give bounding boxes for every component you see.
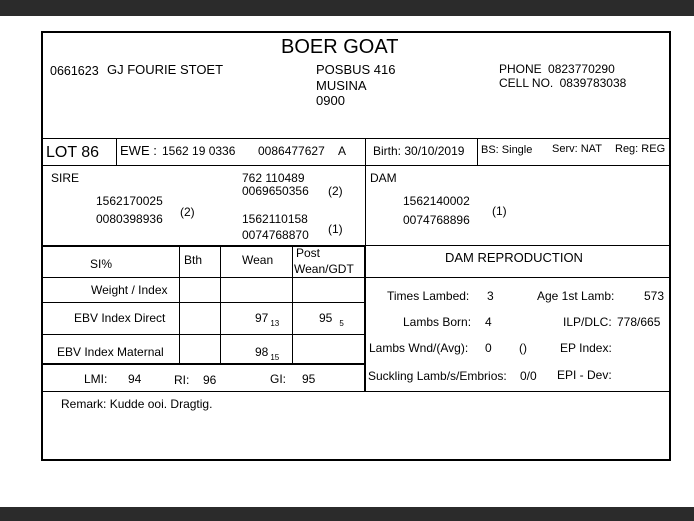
suckling-value: 0/0 [520, 369, 537, 383]
grandsire-reg: 0069650356 [242, 184, 309, 198]
lmi-value: 94 [128, 372, 142, 386]
vrule-bth-left [179, 245, 180, 364]
granddam-grade: (1) [328, 222, 343, 236]
ebv-direct-post [319, 311, 344, 328]
address-line2: MUSINA [316, 78, 367, 93]
birth-row [373, 145, 464, 157]
rule-remarks [41, 391, 671, 392]
ewe-reg: 0086477627 [258, 144, 325, 158]
granddam-id: 1562110158 [242, 212, 308, 226]
lambs-weaned-value: 0 [485, 341, 492, 355]
phone-number: 0823770290 [548, 62, 615, 76]
registration: Reg: REG [615, 143, 666, 155]
remark-label: Remark: [61, 397, 107, 411]
suckling-label: Suckling Lamb/s/Embrios: [368, 369, 507, 383]
sire-grade: (2) [180, 205, 195, 219]
post-header: Post [296, 246, 321, 260]
lot-number: LOT 86 [46, 144, 100, 161]
times-lambed-value: 3 [487, 289, 494, 303]
age-first-lamb-label: Age 1st Lamb: [537, 289, 615, 303]
sire-label: SIRE [51, 171, 80, 185]
birth-date: 30/10/2019 [404, 144, 465, 158]
vrule-si-center [364, 245, 366, 392]
remark-row [61, 398, 212, 410]
vrule-pedigree [365, 165, 366, 246]
ilp-dlc-value: 778/665 [617, 315, 661, 329]
rule-pedigree-right [365, 245, 671, 246]
card-title: BOER GOAT [281, 36, 399, 58]
si-header: SI% [90, 257, 113, 271]
address-line1: POSBUS 416 [316, 62, 396, 77]
dam-id: 1562140002 [403, 194, 470, 208]
dam-grade: (1) [492, 204, 507, 218]
ep-index-label: EP Index: [560, 341, 612, 355]
ri-value: 96 [203, 373, 217, 387]
times-lambed-label: Times Lambed: [387, 289, 470, 303]
grandsire-grade: (2) [328, 184, 343, 198]
sire-reg: 0080398936 [96, 212, 163, 226]
rule-dam-head [365, 277, 671, 278]
frame-top [41, 31, 671, 33]
vrule-wean-right [292, 245, 293, 364]
birth-label: Birth: [373, 144, 402, 158]
ebv-direct-post-sub: 5 [339, 319, 344, 328]
ebv-direct-wean [255, 311, 280, 328]
ebv-direct-wean-value: 97 [255, 311, 269, 325]
ebv-maternal-wean-sub: 15 [270, 353, 280, 362]
rule-lot [41, 165, 671, 166]
frame-right [669, 31, 671, 461]
bth-header: Bth [184, 253, 203, 267]
cell-row [499, 77, 626, 89]
vrule-ewe [365, 138, 366, 166]
vrule-birth [477, 138, 478, 166]
ri-label: RI: [174, 373, 190, 387]
service-type: Serv: NAT [552, 143, 602, 155]
lambs-weaned-label: Lambs Wnd/(Avg): [369, 341, 469, 355]
gi-label: GI: [270, 372, 287, 386]
cell-label: CELL NO. [499, 76, 554, 90]
ebv-maternal-wean-value: 98 [255, 345, 269, 359]
gi-value: 95 [302, 372, 316, 386]
rule-direct [41, 334, 365, 335]
ebv-maternal-label: EBV Index Maternal [57, 345, 164, 359]
age-first-lamb-value: 573 [644, 289, 665, 303]
address-line3: 0900 [316, 93, 345, 108]
grandsire-id: 762 110489 [242, 171, 305, 185]
dam-reg: 0074768896 [403, 213, 470, 227]
ewe-id: 1562 19 0336 [162, 144, 236, 158]
lmi-label: LMI: [84, 372, 108, 386]
rule-weight [41, 302, 365, 303]
ewe-label: EWE : [120, 143, 157, 158]
cell-number: 0839783038 [559, 76, 627, 90]
vrule-lot [116, 138, 117, 166]
ebv-direct-post-value: 95 [319, 311, 333, 325]
wean-header: Wean [242, 253, 274, 267]
frame-bottom [41, 459, 671, 461]
dam-label: DAM [370, 171, 397, 185]
top-bar [0, 0, 694, 16]
phone-row [499, 63, 615, 75]
dam-reproduction-title: DAM REPRODUCTION [445, 250, 583, 265]
ebv-direct-label: EBV Index Direct [74, 311, 166, 325]
sire-id: 1562170025 [96, 194, 163, 208]
ebv-maternal-wean [255, 345, 280, 362]
lambs-weaned-avg: () [519, 341, 527, 355]
owner-name: GJ FOURIE STOET [107, 62, 224, 77]
owner-id: 0661623 [50, 64, 99, 78]
phone-label: PHONE [499, 62, 542, 76]
granddam-reg: 0074768870 [242, 228, 309, 242]
rule-header [41, 138, 671, 139]
remark-text: Kudde ooi. Dragtig. [109, 397, 213, 411]
birth-status: BS: Single [481, 144, 533, 156]
post-wean-header: Wean/GDT [294, 262, 354, 276]
epi-dev-label: EPI - Dev: [557, 368, 612, 382]
lambs-born-value: 4 [485, 315, 492, 329]
lambs-born-label: Lambs Born: [403, 315, 472, 329]
vrule-bth-right [220, 245, 221, 364]
ilp-dlc-label: ILP/DLC: [563, 315, 612, 329]
bottom-bar [0, 507, 694, 521]
ebv-direct-wean-sub: 13 [270, 319, 280, 328]
ewe-grade: A [338, 144, 347, 158]
weight-index-label: Weight / Index [91, 283, 168, 297]
rule-si-head [41, 277, 365, 278]
rule-maternal [41, 363, 365, 365]
